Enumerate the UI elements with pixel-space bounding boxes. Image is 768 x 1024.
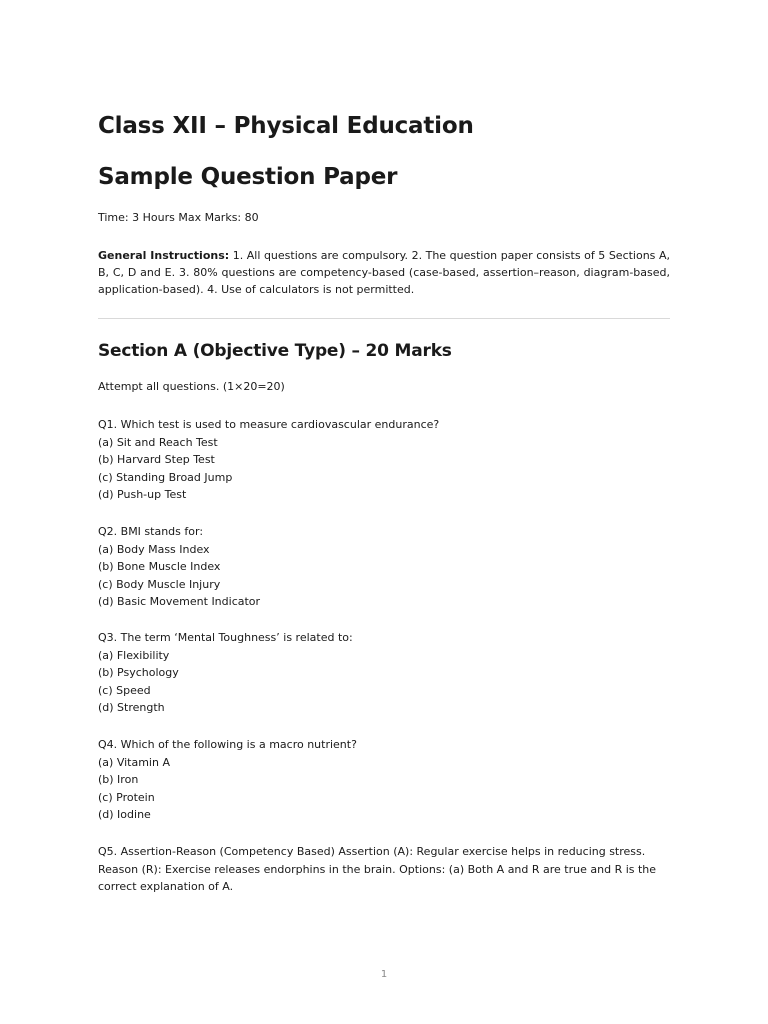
general-instructions	[98, 247, 670, 298]
option: (c) Body Muscle Injury	[98, 577, 221, 591]
option: (d) Iodine	[98, 808, 151, 821]
question-text: Q4. Which of the following is a macro nutrient?	[98, 738, 357, 751]
document-title: Class XII – Physical Education	[98, 113, 474, 139]
option: (a) Vitamin A	[98, 755, 170, 769]
option: (b) Bone Muscle Index	[98, 560, 221, 573]
section-a-instruction: Attempt all questions. (1×20=20)	[98, 380, 285, 393]
question-2	[98, 523, 670, 611]
question-text: Q2. BMI stands for:	[98, 525, 204, 538]
section-a-heading: Section A (Objective Type) – 20 Marks	[98, 341, 452, 361]
question-text: Reason (R): Exercise releases endorphins in the brain. Options: (a) Both A and R are true and R is the correct explanation of A.	[98, 862, 657, 893]
option: (a) Body Mass Index	[98, 542, 210, 556]
option: (a) Flexibility	[98, 648, 170, 662]
question-3	[98, 629, 670, 717]
section-divider	[98, 318, 670, 319]
question-4	[98, 736, 670, 824]
instructions-label: General Instructions:	[98, 249, 230, 262]
instructions-text: 1. All questions are compulsory. 2. The question paper consists of 5 Sections A, B, C, D and E. 3. 80% questions are competency-based (case-based, assertion–reason, diagram-based, application-based). 4. Use of calculators is not permitted.	[98, 249, 670, 296]
option: (b) Harvard Step Test	[98, 453, 215, 466]
option: (b) Psychology	[98, 666, 179, 679]
option: (a) Sit and Reach Test	[98, 435, 218, 449]
option: (b) Iron	[98, 773, 139, 786]
question-1	[98, 416, 670, 504]
question-text: Q1. Which test is used to measure cardiovascular endurance?	[98, 418, 440, 431]
option: (d) Push-up Test	[98, 488, 187, 501]
question-5	[98, 843, 670, 896]
option: (d) Strength	[98, 701, 165, 714]
question-text: Q5. Assertion-Reason (Competency Based) Assertion (A): Regular exercise helps in reducing stress.	[98, 845, 646, 858]
option: (c) Protein	[98, 790, 155, 804]
option: (c) Speed	[98, 683, 151, 697]
exam-meta: Time: 3 Hours Max Marks: 80	[98, 211, 259, 224]
option: (c) Standing Broad Jump	[98, 470, 233, 484]
option: (d) Basic Movement Indicator	[98, 595, 261, 608]
document-subtitle: Sample Question Paper	[98, 164, 398, 190]
page-number: 1	[380, 969, 388, 980]
question-text: Q3. The term ‘Mental Toughness’ is related to:	[98, 631, 353, 644]
